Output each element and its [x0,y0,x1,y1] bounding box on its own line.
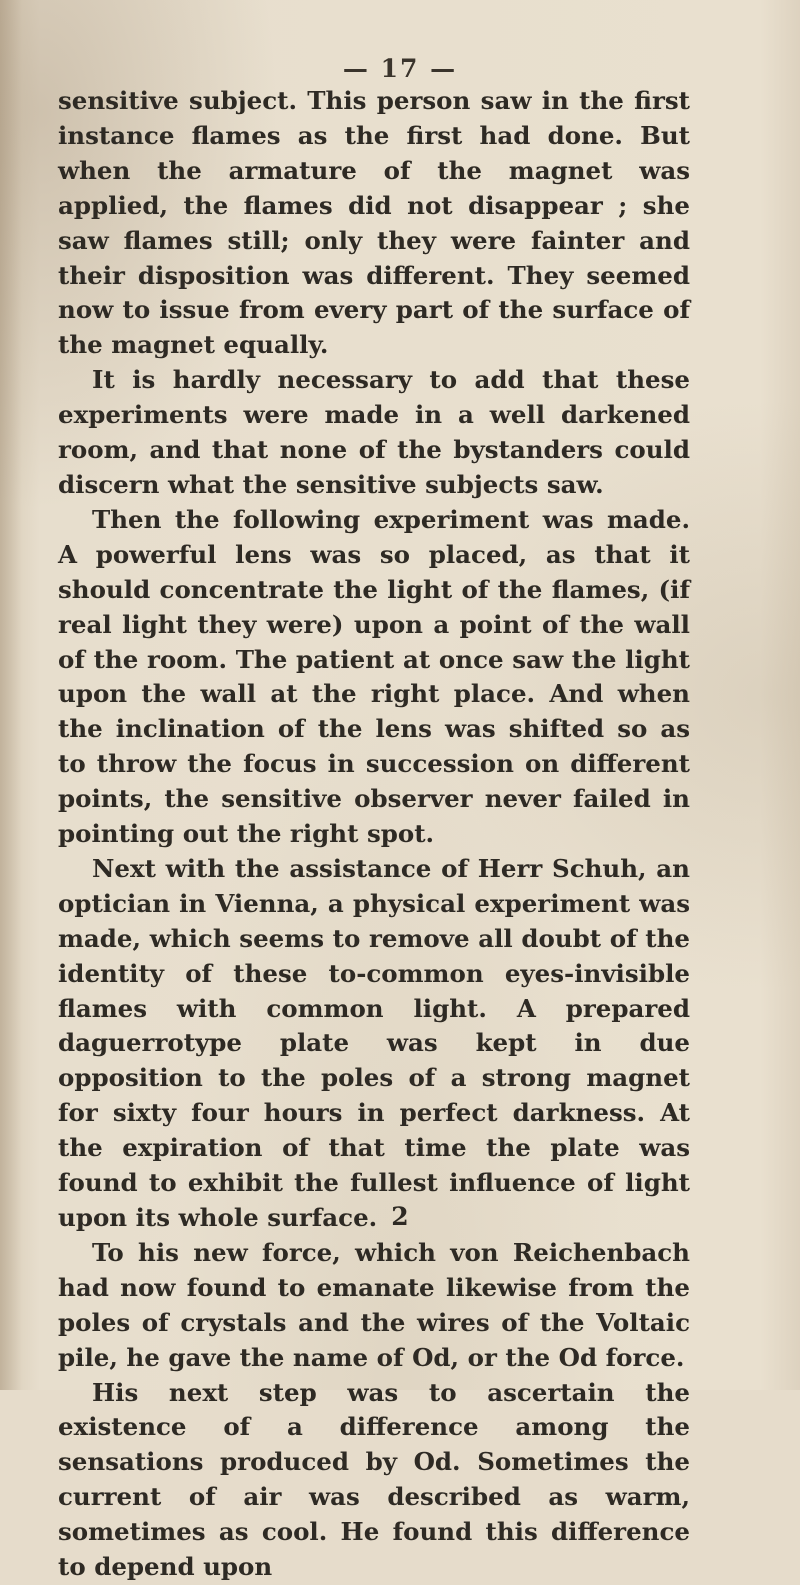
paragraph-1: sensitive subject. This person saw in the first instance flames as the first had done. But when the armature of the magnet was applied, the flames did not disappear ; she saw flames still; only they were fainter and their disposition was different. They seemed now to issue from every part of the surface of the magnet equally. [58,86,690,360]
body-text [58,84,690,1585]
paragraph-4: Next with the assistance of Herr Schuh, an optician in Vienna, a physical experiment was made, which seems to remove all doubt of the identity of these to-common eyes-invisible flames with common light. A prepared daguerrotype plate was kept in due opposition to the poles of a strong magnet for sixty four hours in perfect darkness. At the expiration of that time the plate was found to exhibit the fullest influence of light upon its whole surface. [58,853,690,1232]
paragraph-2: It is hardly necessary to add that these experiments were made in a well darkened room, and that none of the bystanders could discern what the sensitive subjects saw. [58,365,690,499]
paragraph-6: His next step was to ascertain the existence of a difference among the sensations produced by Od. Sometimes the current of air was described as warm, sometimes as cool. He found this difference to depend upon [58,1377,690,1582]
signature-mark: 2 [391,1202,409,1231]
paragraph-5: To his new force, which von Reichenbach had now found to emanate likewise from the poles of crystals and the wires of the Voltaic pile, he gave the name of Od, or the Od force. [58,1237,690,1372]
paragraph-3: Then the following experiment was made. A powerful lens was so placed, as that it should concentrate the light of the flames, (if real light they were) upon a point of the wall of the room. The patient at once saw the light upon the wall at the right place. And when the inclination of the lens was shifted so as to throw the focus in succession on different points, the sensitive observer never failed in pointing out the right spot. [58,504,690,849]
page-edge-shadow [0,0,22,1390]
page-number-header: — 17 — [342,54,458,83]
